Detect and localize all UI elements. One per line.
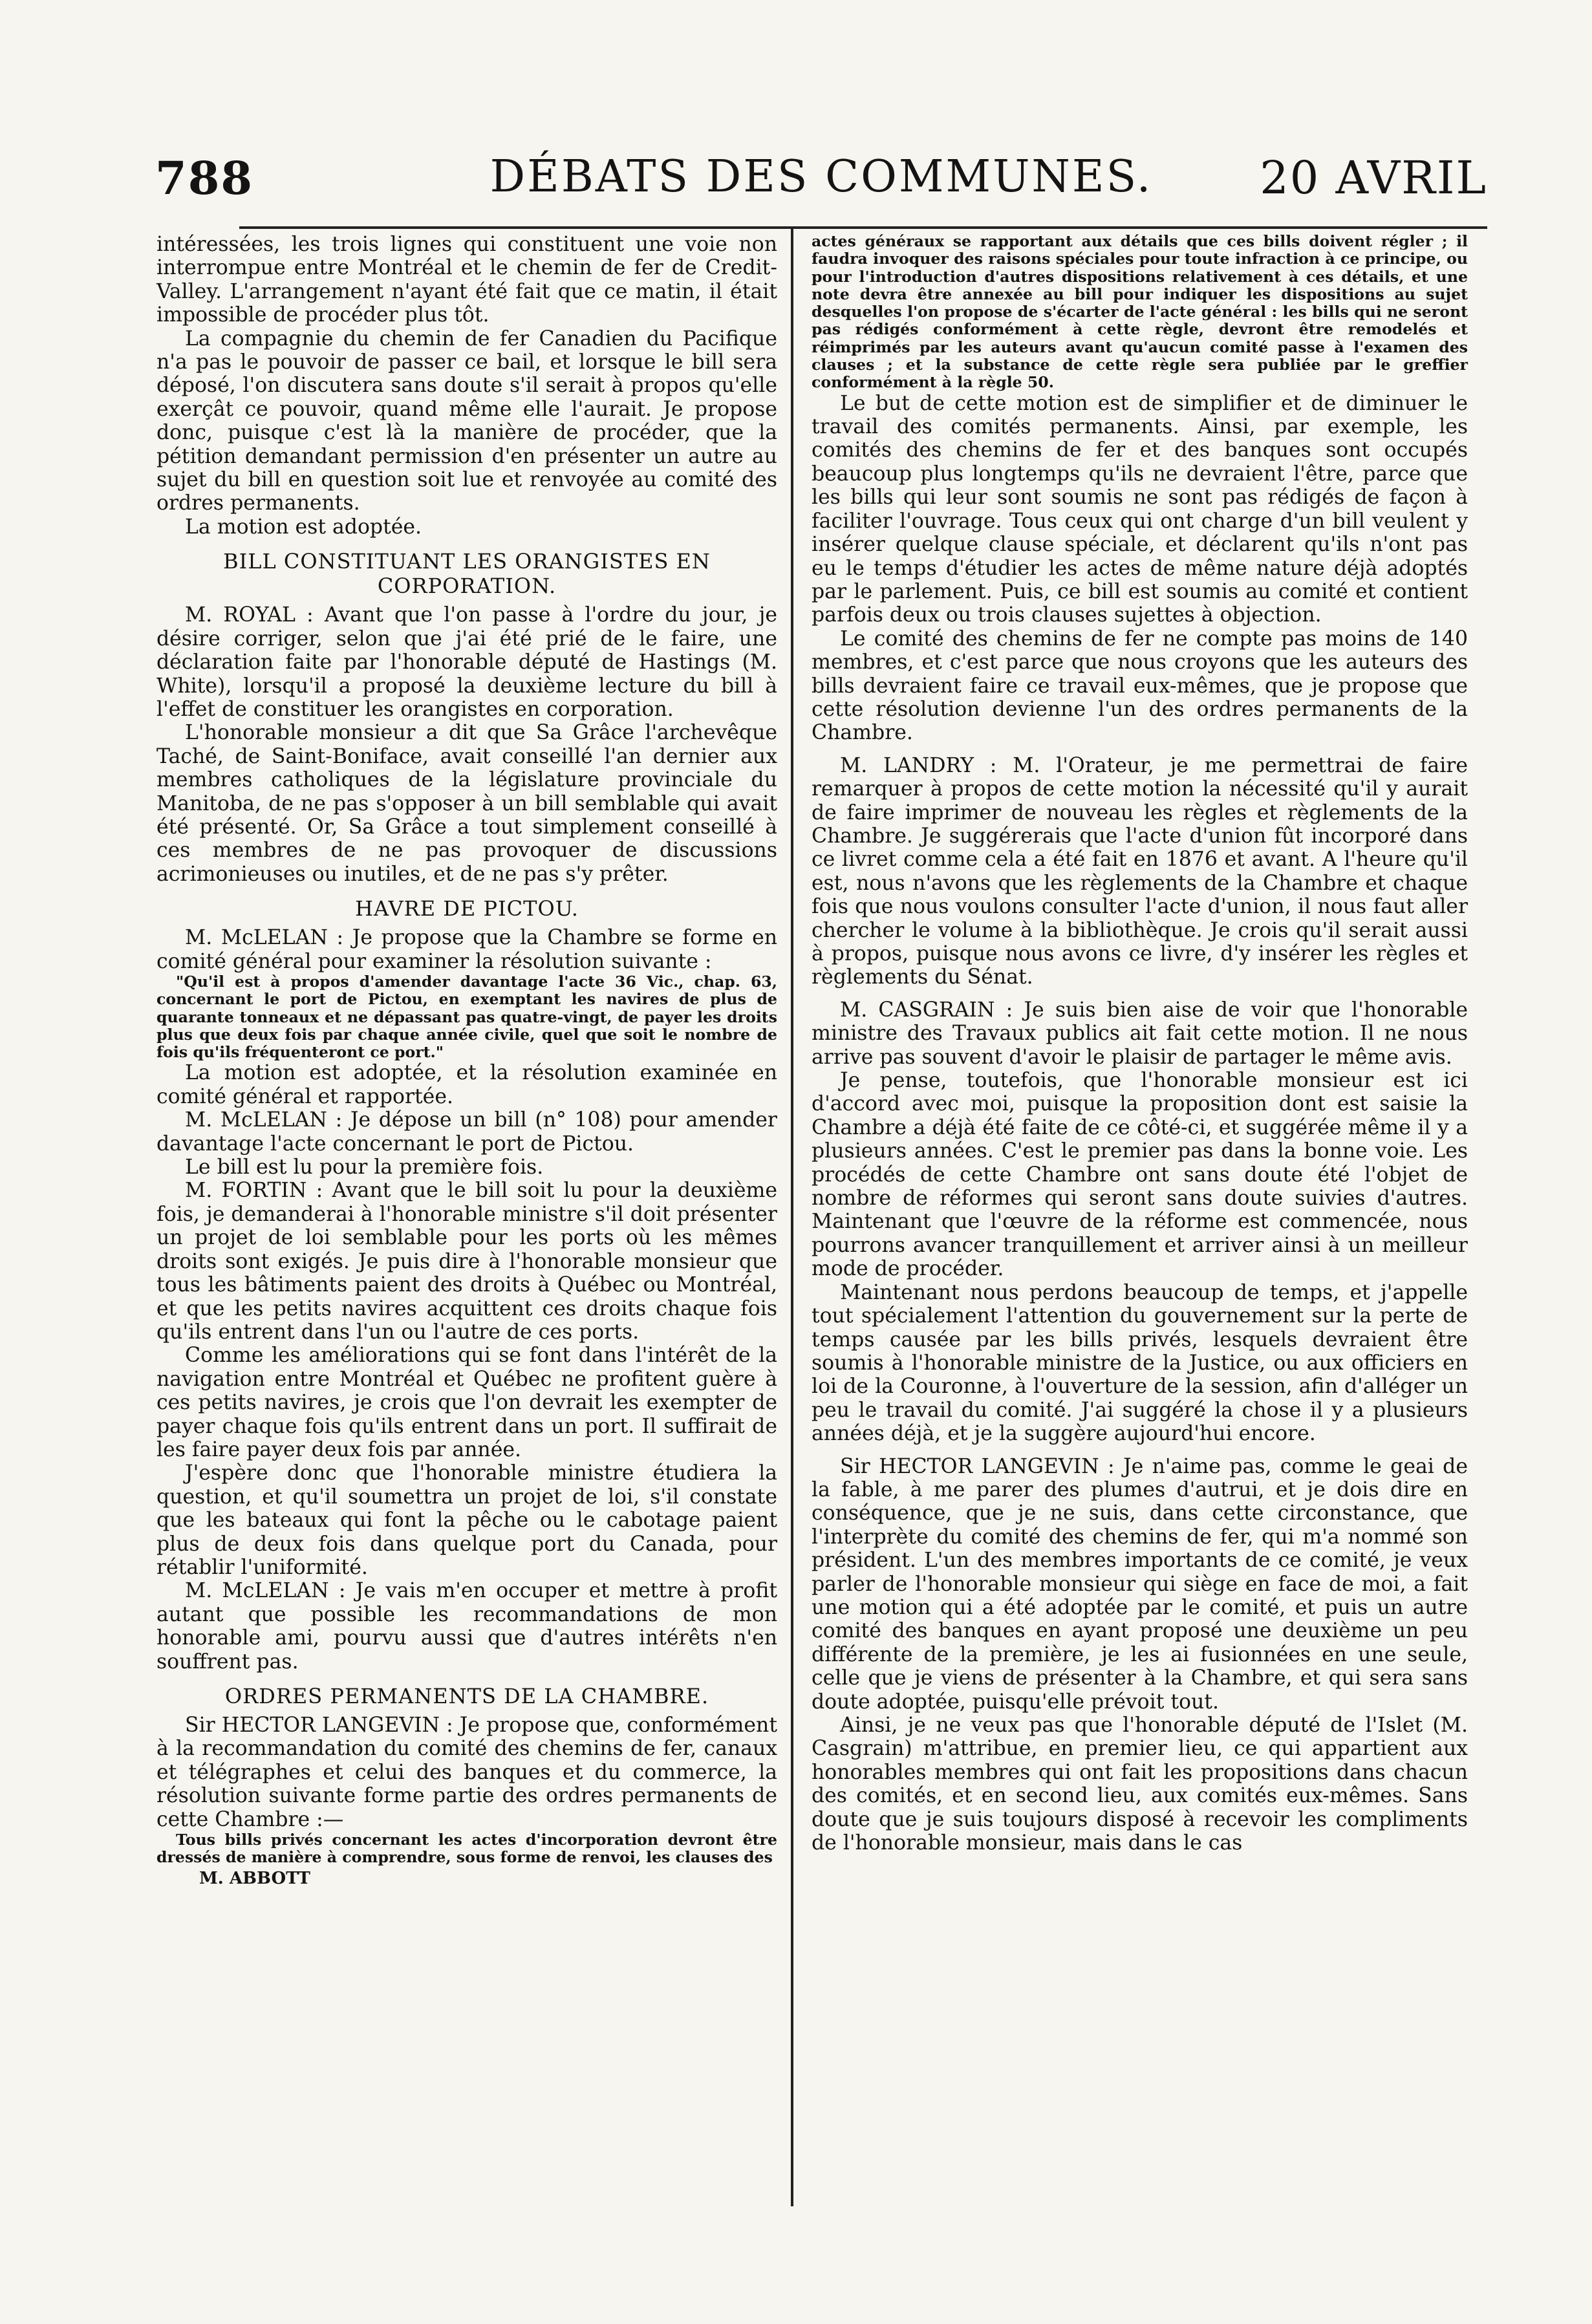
- paragraph: Ainsi, je ne veux pas que l'honorable député de l'Islet (M. Casgrain) m'attribue, en premier lieu, ce qui appartient aux honorables membres qui ont fait les propositions dans chacun des comités, et en second lieu, aux comités eux-mêmes. Sans doute que je suis toujours disposé à recevoir les compliments de l'honorable monsieur, mais dans le cas: [812, 1714, 1468, 1855]
- paragraph: La compagnie du chemin de fer Canadien du Pacifique n'a pas le pouvoir de passer ce bail, et lorsque le bill sera déposé, l'on discutera sans doute s'il serait à propos qu'elle exerçât ce pouvoir, quand même elle l'aurait. Je propose donc, puisque c'est là la manière de procéder, que la pétition demandant permission d'en présenter un autre au sujet du bill en question soit lue et renvoyée au comité des ordres permanents.: [156, 327, 777, 515]
- quoted-rule-continued: actes généraux se rapportant aux détails que ces bills doivent régler ; il faudra invoquer des raisons spéciales pour toute infraction à ce principe, ou pour l'introduction d'autres dispositions relativement à ces détails, et une note devra être annexée au bill pour indiquer les dispositions au sujet desquelles l'on propose de s'écarter de l'acte général : les bills qui ne seront pas rédigés conformément à cette règle, devront être remodelés et réimprimés par les auteurs avant qu'aucun comité passe à l'examen des clauses ; et la substance de cette règle sera publiée par le greffier conformément à la règle 50.: [812, 232, 1468, 392]
- paragraph: La motion est adoptée, et la résolution examinée en comité général et rapportée.: [156, 1061, 777, 1108]
- left-column: [156, 233, 777, 1890]
- paragraph: Le but de cette motion est de simplifier et de diminuer le travail des comités permanents. Ainsi, par exemple, les comités des chemins de fer et des banques sont occupés beaucoup plus longtemps qu'ils ne devraient l'être, parce que les bills qui leur sont soumis ne sont pas rédigés de façon à faciliter l'ouvrage. Tous ceux qui ont charge d'un bill veulent y insérer quelque clause spéciale, et déclarent qu'ils n'ont pas eu le temps d'étudier les actes de même nature déjà adoptés par le parlement. Puis, ce bill est soumis au comité et contient parfois deux ou trois clauses sujettes à objection.: [812, 391, 1468, 627]
- signature-abbott: M. ABBOTT: [199, 1868, 310, 1888]
- paragraph: La motion est adoptée.: [185, 515, 422, 539]
- right-column: [812, 233, 1468, 1855]
- section-heading: BILL CONSTITUANT LES ORANGISTES EN CORPORATION.: [223, 549, 711, 599]
- paragraph: L'honorable monsieur a dit que Sa Grâce l'archevêque Taché, de Saint-Boniface, avait conseillé l'an dernier aux membres catholiques de la législature provinciale du Manitoba, de ne pas s'opposer à un bill semblable qui avait été présenté. Or, Sa Grâce a tout simplement conseillé à ces membres de ne pas provoquer de discussions acrimonieuses ou inutiles, et de ne pas s'y prêter.: [156, 721, 777, 886]
- quoted-resolution: "Qu'il est à propos d'amender davantage l'acte 36 Vic., chap. 63, concernant le port de Pictou, en exemptant les navires de plus de quarante tonneaux et ne dépassant pas quatre-vingt, de payer les droits plus que deux fois par chaque année civile, quel que soit le nombre de fois qu'ils fréquenteront ce port.": [156, 972, 777, 1062]
- paragraph: M. CASGRAIN : Je suis bien aise de voir que l'honorable ministre des Travaux publics ait fait cette motion. Il ne nous arrive pas souvent d'avoir le plaisir de partager le même avis.: [812, 998, 1468, 1069]
- paragraph: M. ROYAL : Avant que l'on passe à l'ordre du jour, je désire corriger, selon que j'ai été prié de le faire, une déclaration faite par l'honorable député de Hastings (M. White), lorsqu'il a proposé la deuxième lecture du bill à l'effet de constituer les orangistes en corporation.: [156, 603, 777, 721]
- page-date: 20 AVRIL: [1260, 151, 1487, 204]
- section-heading: HAVRE DE PICTOU.: [355, 896, 579, 921]
- section-heading: ORDRES PERMANENTS DE LA CHAMBRE.: [224, 1684, 709, 1709]
- header-rule: [239, 226, 1487, 229]
- page-number: 788: [155, 151, 254, 205]
- page-title: DÉBATS DES COMMUNES.: [489, 151, 1153, 202]
- paragraph: M. FORTIN : Avant que le bill soit lu pour la deuxième fois, je demanderai à l'honorable ministre s'il doit présenter un projet de loi semblable pour les ports où les mêmes droits sont exigés. Je puis dire à l'honorable monsieur que tous les bâtiments paient des droits à Québec ou Montréal, et que les petits navires acquittent ces droits chaque fois qu'ils entrent dans l'un ou l'autre de ces ports.: [156, 1179, 777, 1344]
- paragraph: Le comité des chemins de fer ne compte pas moins de 140 membres, et c'est parce que nous croyons que les auteurs des bills devraient faire ce travail eux-mêmes, que je propose que cette résolution devienne l'un des ordres permanents de la Chambre.: [812, 627, 1468, 745]
- column-divider: [791, 228, 793, 2206]
- paragraph: M. McLELAN : Je dépose un bill (n° 108) pour amender davantage l'acte concernant le port de Pictou.: [156, 1108, 777, 1156]
- paragraph: intéressées, les trois lignes qui constituent une voie non interrompue entre Montréal et le chemin de fer de Credit-Valley. L'arrangement n'ayant été fait que ce matin, il était impossible de procéder plus tôt.: [156, 233, 777, 327]
- paragraph: Je pense, toutefois, que l'honorable monsieur est ici d'accord avec moi, puisque la proposition dont est saisie la Chambre a déjà été faite de ce côté-ci, et suggérée même il y a plusieurs années. C'est le premier pas dans la bonne voie. Les procédés de cette Chambre ont sans doute été l'objet de nombre de réformes qui seront sans doute suivies d'autres. Maintenant que l'œuvre de la réforme est commencée, nous pourrons avancer tranquillement et arriver ainsi à un meilleur mode de procéder.: [812, 1069, 1468, 1281]
- paragraph: Maintenant nous perdons beaucoup de temps, et j'appelle tout spécialement l'attention du gouvernement sur la perte de temps causée par les bills privés, lesquels devraient être soumis à l'honorable ministre de la Justice, ou aux officiers en loi de la Couronne, à l'ouverture de la session, afin d'alléger un peu le travail du comité. J'ai suggéré la chose il y a plusieurs années déjà, et je la suggère aujourd'hui encore.: [812, 1280, 1468, 1446]
- paragraph: M. McLELAN : Je vais m'en occuper et mettre à profit autant que possible les recommandations de mon honorable ami, pourvu aussi que d'autres intérêts n'en souffrent pas.: [156, 1579, 777, 1673]
- page-header: [155, 151, 1487, 229]
- paragraph: Sir HECTOR LANGEVIN : Je n'aime pas, comme le geai de la fable, à me parer des plumes d'autrui, et je dois dire en conséquence, que je ne suis, dans cette circonstance, que l'interprète du comité des chemins de fer, qui m'a nommé son président. L'un des membres importants de ce comité, je veux parler de l'honorable monsieur qui siège en face de moi, a fait une motion qui a été adoptée par le comité, et puis un autre comité des banques en ayant proposé une deuxième un peu différente de la première, je les ai fusionnées en une seule, celle que je viens de présenter à la Chambre, et qui sera sans doute adoptée, puisqu'elle prévoit tout.: [812, 1454, 1468, 1714]
- paragraph: Le bill est lu pour la première fois.: [185, 1156, 544, 1179]
- paragraph: J'espère donc que l'honorable ministre étudiera la question, et qu'il soumettra un projet de loi, s'il constate que les bateaux qui font la pêche ou le cabotage paient plus de deux fois dans quelque port du Canada, pour rétablir l'uniformité.: [156, 1461, 777, 1579]
- paragraph: Sir HECTOR LANGEVIN : Je propose que, conformément à la recommandation du comité des chemins de fer, canaux et télégraphes et celui des banques et du commerce, la résolution suivante forme partie des ordres permanents de cette Chambre :—: [156, 1714, 777, 1831]
- paragraph: M. LANDRY : M. l'Orateur, je me permettrai de faire remarquer à propos de cette motion la nécessité qu'il y aurait de faire imprimer de nouveau les règles et règlements de la Chambre. Je suggérerais que l'acte d'union fût incorporé dans ce livret comme cela a été fait en 1876 et avant. A l'heure qu'il est, nous n'avons que les règlements de la Chambre et chaque fois que nous voulons consulter l'acte d'union, il nous faut aller chercher le volume à la bibliothèque. Je crois qu'il serait aussi à propos, puisque nous avons ce livre, d'y insérer les règles et règlements du Sénat.: [812, 753, 1468, 989]
- quoted-rule: Tous bills privés concernant les actes d'incorporation devront être dressés de manière à comprendre, sous forme de renvoi, les clauses des: [156, 1831, 777, 1867]
- paragraph: Comme les améliorations qui se font dans l'intérêt de la navigation entre Montréal et Québec ne profitent guère à ces petits navires, je crois que l'on devrait les exempter de payer chaque fois qu'ils entrent dans un port. Il suffirait de les faire payer deux fois par année.: [156, 1344, 777, 1461]
- paragraph: M. McLELAN : Je propose que la Chambre se forme en comité général pour examiner la résolution suivante :: [156, 926, 777, 973]
